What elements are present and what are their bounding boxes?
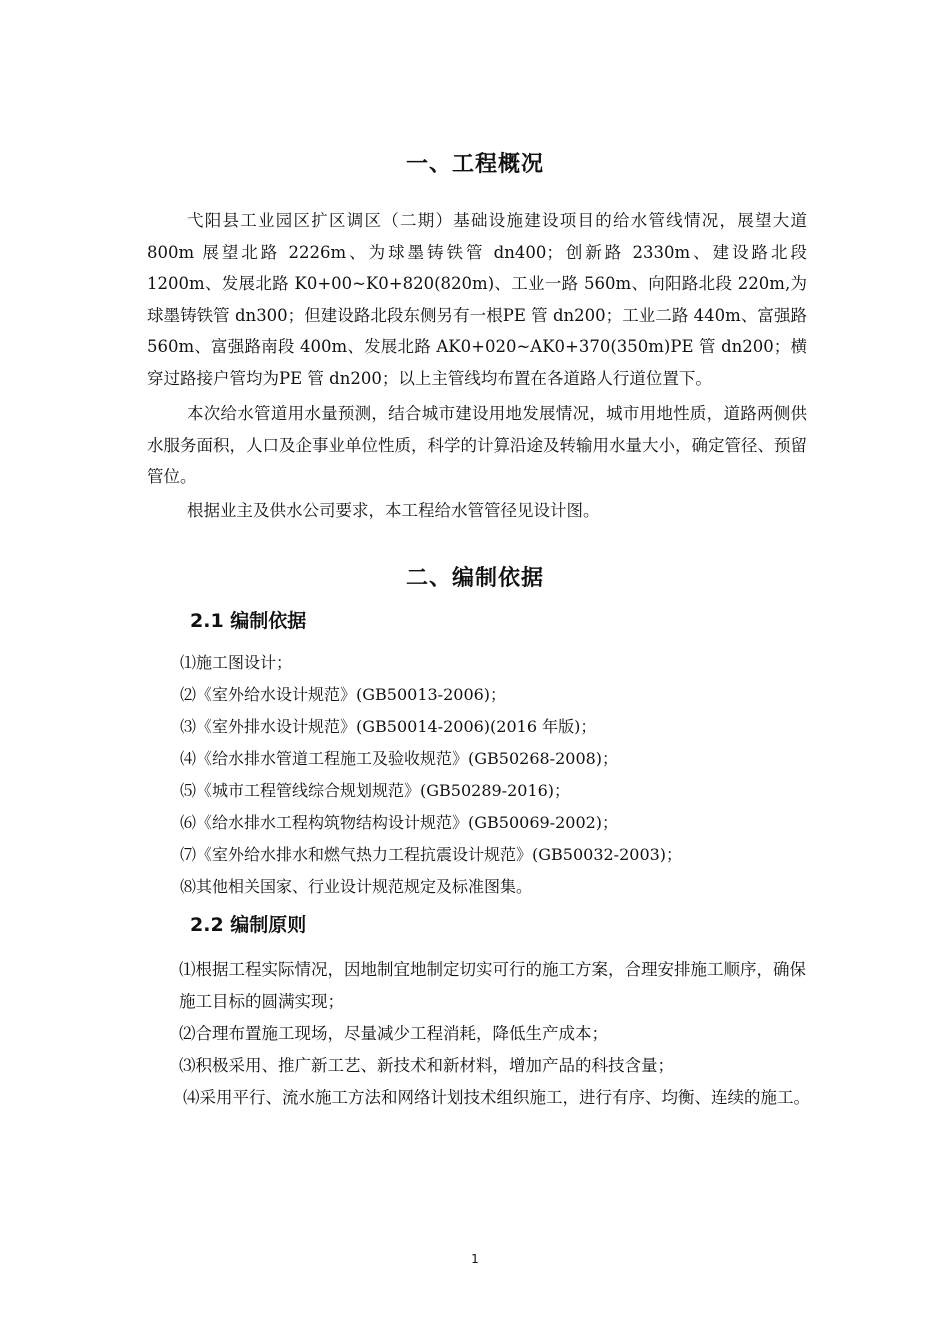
principle-item: ⑷采用平行、流水施工方法和网络计划技术组织施工，进行有序、均衡、连续的施工。: [183, 1088, 810, 1107]
reference-item: ⑴施工图设计；: [180, 653, 293, 672]
basis-reference-list: [180, 647, 820, 903]
section-2-title: 二、编制依据: [405, 566, 544, 591]
overview-paragraph-1: 弋阳县工业园区扩区调区（二期）基础设施建设项目的给水管线情况，展望大道 800m 展望北路 2226m、为球墨铸铁管 dn400；创新路 2330m、建设路北段 1200m、发展北路 K0+00~K0+820(820m)、工业一路 560m、向阳路北段 220m,为球墨铸铁管 dn300；但建设路北段东侧另有一根PE 管 dn200；工业二路 440m、富强路 560m、富强路南段 400m、发展北路 AK0+020~AK0+370(350m)PE 管 dn200；横穿过路接户管均为PE 管 dn200；以上主管线均布置在各道路人行道位置下。: [147, 211, 807, 388]
section-1-title: 一、工程概况: [405, 152, 544, 177]
overview-paragraph-3: 根据业主及供水公司要求，本工程给水管管径见设计图。: [187, 501, 600, 520]
reference-item: ⑵《室外给水设计规范》(GB50013-2006)；: [180, 685, 507, 704]
reference-item: ⑷《给水排水管道工程施工及验收规范》(GB50268-2008)；: [180, 749, 619, 768]
reference-item: ⑶《室外排水设计规范》(GB50014-2006)(2016 年版)；: [180, 717, 597, 736]
principle-item: ⑵合理布置施工现场，尽量减少工程消耗，降低生产成本；: [179, 1024, 608, 1043]
principle-item: ⑴根据工程实际情况，因地制宜地制定切实可行的施工方案，合理安排施工顺序，确保施工目标的圆满实现；: [179, 960, 806, 1011]
reference-item: ⑸《城市工程管线综合规划规范》(GB50289-2016)；: [180, 781, 571, 800]
page-number: 1: [471, 1252, 479, 1266]
reference-item: ⑹《给水排水工程构筑物结构设计规范》(GB50069-2002)；: [180, 813, 619, 832]
reference-item: ⑻其他相关国家、行业设计规范规定及标准图集。: [180, 877, 533, 896]
subsection-2-2-title: 2.2 编制原则: [190, 914, 307, 936]
principle-item: ⑶积极采用、推广新工艺、新技术和新材料，增加产品的科技含量；: [179, 1056, 674, 1075]
subsection-2-1-title: 2.1 编制依据: [190, 610, 307, 632]
overview-paragraph-2: 本次给水管道用水量预测，结合城市建设用地发展情况，城市用地性质，道路两侧供水服务面积，人口及企事业单位性质，科学的计算沿途及转输用水量大小，确定管径、预留管位。: [147, 404, 807, 487]
reference-item: ⑺《室外给水排水和燃气热力工程抗震设计规范》(GB50032-2003)；: [180, 845, 683, 864]
principle-list: [147, 954, 812, 1114]
